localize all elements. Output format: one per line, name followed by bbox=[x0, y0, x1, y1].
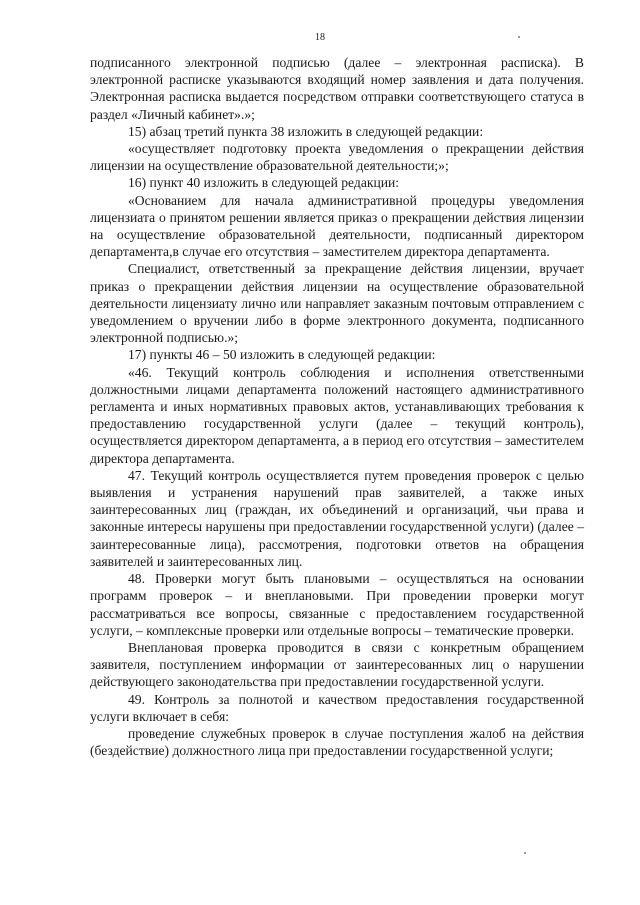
paragraph: 49. Контроль за полнотой и качеством предоставления государственной услуги включает в себя: bbox=[90, 691, 584, 724]
paragraph: 17) пункты 46 – 50 изложить в следующей редакции: bbox=[128, 347, 436, 363]
page-number: 18 bbox=[315, 32, 325, 43]
paragraph: 16) пункт 40 изложить в следующей редакции: bbox=[128, 175, 400, 191]
document-body bbox=[90, 54, 584, 759]
paragraph: 15) абзац третий пункта 38 изложить в следующей редакции: bbox=[128, 123, 484, 139]
paragraph: «46. Текущий контроль соблюдения и исполнения ответственными должностными лицами департамента положений настоящего административного регламента и иных нормативных правовых актов, устанавливающих требования к предоставлению государственной услуги (далее – текущий контроль), осуществляется директором департамента, а в период его отсутствия – заместителем директора департамента. bbox=[90, 364, 584, 466]
paragraph: Внеплановая проверка проводится в связи с конкретным обращением заявителя, поступлением информации от заинтересованных лиц о нарушении действующего законодательства при предоставлении государственной услуги. bbox=[90, 639, 584, 690]
paragraph: подписанного электронной подписью (далее – электронная расписка). В электронной расписке указываются входящий номер заявления и дата получения. Электронная расписка выдается посредством отправки соответствующего статуса в раздел «Личный кабинет».»; bbox=[90, 55, 584, 122]
paragraph: проведение служебных проверок в случае поступления жалоб на действия (бездействие) должностного лица при предоставлении государственной услуги; bbox=[90, 725, 584, 759]
paragraph: 47. Текущий контроль осуществляется путем проведения проверок с целью выявления и устранения нарушений прав заявителей, а также иных заинтересованных лиц (граждан, их объединений и организаций, чьи права и законные интересы нарушены при предоставлении государственной услуги) (далее – заинтересованные лица), рассмотрения, подготовки ответов на обращения заявителей и заинтересованных лиц. bbox=[90, 467, 584, 569]
paragraph: «осуществляет подготовку проекта уведомления о прекращении действия лицензии на осуществление образовательной деятельности;»; bbox=[90, 141, 584, 174]
paragraph: «Основанием для начала административной процедуры уведомления лицензиата о принятом решении является приказ о прекращении действия лицензии на осуществление образовательной деятельности, подписанный директором департамента,в случае его отсутствия – заместителем директора департамента. bbox=[90, 192, 584, 260]
paragraph: 48. Проверки могут быть плановыми – осуществляться на основании программ проверок – и внеплановыми. При проведении проверки могут рассматриваться все вопросы, связанные с предоставлением государственной услуги, – комплексные проверки или отдельные вопросы – тематические проверки. bbox=[90, 571, 584, 638]
scan-speck bbox=[518, 36, 520, 38]
scan-speck bbox=[524, 852, 526, 854]
paragraph: Специалист, ответственный за прекращение действия лицензии, вручает приказ о прекращении действия лицензии на осуществление образовательной деятельности лицензиату лично или направляет заказным почтовым отправлением с уведомлением о вручении либо в форме электронного документа, подписанного электронной подписью.»; bbox=[90, 261, 584, 346]
